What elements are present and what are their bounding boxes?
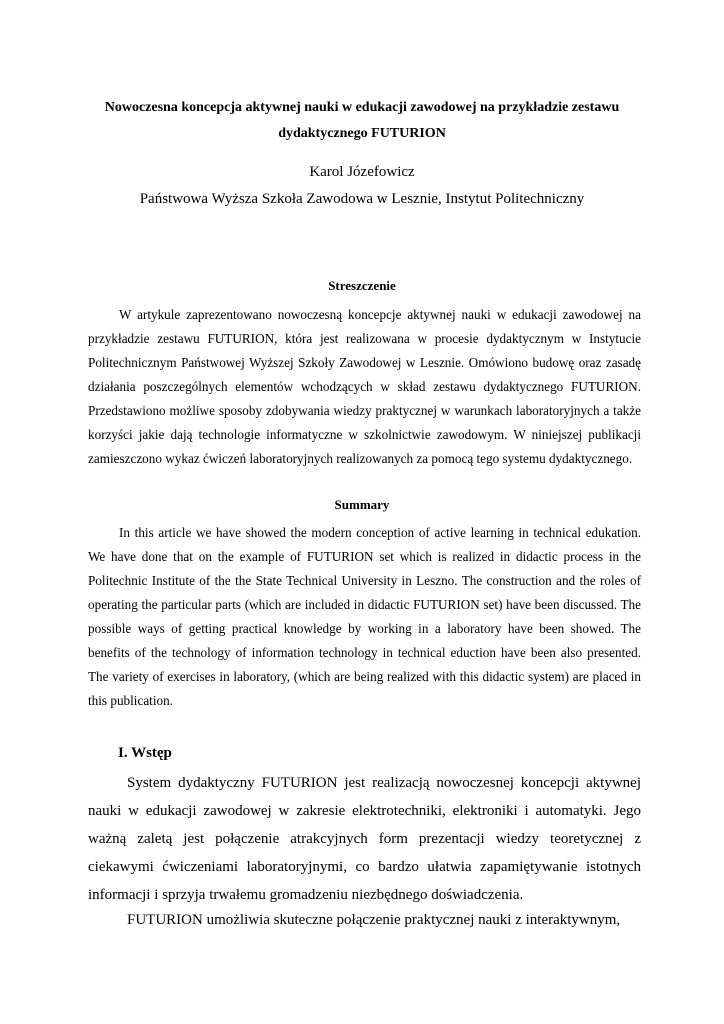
abstract-pl-heading: Streszczenie bbox=[328, 278, 396, 293]
body-paragraph: System dydaktyczny FUTURION jest realizacją nowoczesnej koncepcji aktywnej nauki w edukacji zawodowej w zakresie elektrotechniki, elektroniki i automatyki. Jego ważną zaletą jest połączenie atrakcyjnych form prezentacji wiedzy teoretycznej z ciekawymi ćwiczeniami laboratoryjnymi, co bardzo ułatwia zapamiętywanie istotnych informacji i sprzyja trwałemu gromadzeniu niezbędnego doświadczenia. bbox=[88, 775, 641, 903]
section-heading: I. Wstęp bbox=[118, 745, 172, 761]
abstract-en-heading: Summary bbox=[334, 497, 390, 512]
abstract-pl-text: W artykule zaprezentowano nowoczesną koncepcje aktywnej nauki w edukacji zawodowej na przykładzie zestawu FUTURION, która jest realizowana w procesie dydaktycznym w Instytucie Politechnicznym Państwowej Wyższej Szkoły Zawodowej w Lesznie. Omówiono budowę oraz zasadę działania poszczególnych elementów wchodzących w skład zestawu dydaktycznego FUTURION. Przedstawiono możliwe sposoby zdobywania wiedzy praktycznej w warunkach laboratoryjnych a także korzyści jakie dają technologie informatyczne w szkolnictwie zawodowym. W niniejszej publikacji zamieszczono wykaz ćwiczeń laboratoryjnych realizowanych za pomocą tego systemu dydaktycznego. bbox=[88, 307, 641, 466]
paper-title: Nowoczesna koncepcja aktywnej nauki w edukacji zawodowej na przykładzie zestawu dydaktycznego FUTURION bbox=[104, 100, 620, 141]
author-affiliation: Państwowa Wyższa Szkoła Zawodowa w Lesznie, Instytut Politechniczny bbox=[139, 191, 585, 207]
body-paragraph: FUTURION umożliwia skuteczne połączenie praktycznej nauki z interaktywnym, bbox=[127, 912, 621, 928]
author-name: Karol Józefowicz bbox=[309, 164, 415, 180]
abstract-en-text: In this article we have showed the modern conception of active learning in technical edukation. We have done that on the example of FUTURION set which is realized in didactic process in the Politechnic Institute of the the State Technical University in Leszno. The construction and the roles of operating the particular parts (which are included in didactic FUTURION set) have been discussed. The possible ways of getting practical knowledge by working in a laboratory have been showed. The benefits of the technology of information technology in technical eduction have been also presented. The variety of exercises in laboratory, (which are being realized with this didactic system) are placed in this publication. bbox=[88, 525, 641, 708]
